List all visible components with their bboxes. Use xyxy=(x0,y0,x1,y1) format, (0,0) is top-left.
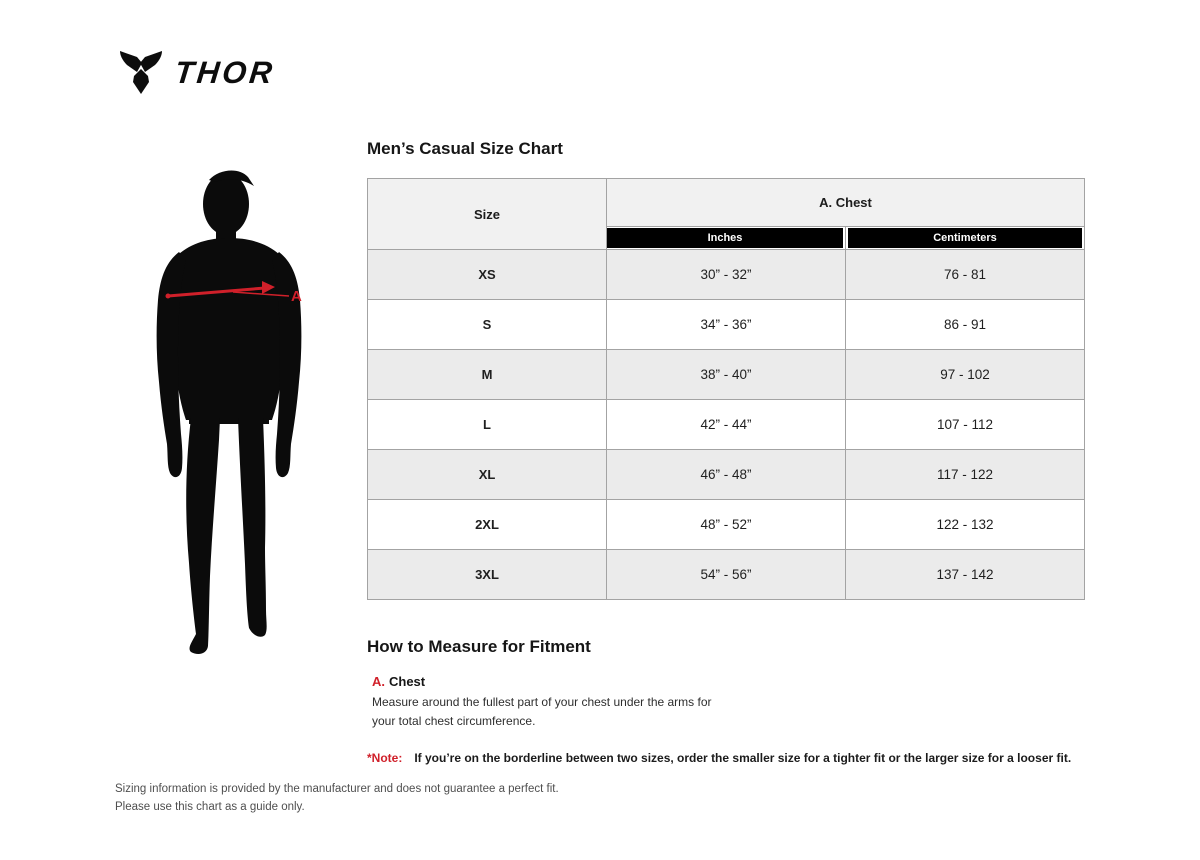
note-text: If you’re on the borderline between two sizes, order the smaller size for a tighter fit or the larger size for a looser fit. xyxy=(414,751,1072,765)
table-row xyxy=(368,300,1085,350)
table-row xyxy=(368,550,1085,600)
size-table-container xyxy=(367,178,1085,600)
table-row xyxy=(368,350,1085,400)
body-silhouette-shape xyxy=(157,171,302,654)
brand-logo xyxy=(117,50,275,94)
table-row xyxy=(368,500,1085,550)
centimeters-value: 117 - 122 xyxy=(846,450,1085,500)
measure-item-label xyxy=(372,674,726,689)
thor-horns-icon xyxy=(117,50,165,94)
measure-item-key: A. xyxy=(372,674,385,689)
note-label: *Note: xyxy=(367,751,403,765)
size-label: 3XL xyxy=(368,550,607,600)
footer-line: Please use this chart as a guide only. xyxy=(115,800,305,813)
size-table xyxy=(367,178,1085,600)
size-label: S xyxy=(368,300,607,350)
inches-value: 30” - 32” xyxy=(607,250,846,300)
inches-value: 48” - 52” xyxy=(607,500,846,550)
size-label: L xyxy=(368,400,607,450)
centimeters-value: 122 - 132 xyxy=(846,500,1085,550)
size-label: XL xyxy=(368,450,607,500)
footer-disclaimer xyxy=(115,781,559,817)
measure-item-name: Chest xyxy=(389,674,426,689)
table-row xyxy=(368,400,1085,450)
inches-value: 38” - 40” xyxy=(607,350,846,400)
how-to-measure-heading: How to Measure for Fitment xyxy=(367,637,591,656)
sizing-note xyxy=(367,751,1071,765)
chest-marker-label: A xyxy=(291,288,302,305)
table-row xyxy=(368,250,1085,300)
table-row xyxy=(368,450,1085,500)
unit-bar-centimeters: Centimeters xyxy=(848,228,1082,248)
measure-item-chest xyxy=(372,674,726,730)
inches-value: 34” - 36” xyxy=(607,300,846,350)
male-figure-silhouette xyxy=(153,168,305,660)
centimeters-value: 76 - 81 xyxy=(846,250,1085,300)
unit-bar-inches: Inches xyxy=(607,228,843,248)
centimeters-value: 137 - 142 xyxy=(846,550,1085,600)
size-label: M xyxy=(368,350,607,400)
size-chart-title: Men’s Casual Size Chart xyxy=(367,139,563,158)
measure-item-description: Measure around the fullest part of your chest under the arms for your total chest circumference. xyxy=(372,695,712,728)
brand-wordmark: THOR xyxy=(173,54,277,90)
centimeters-value: 107 - 112 xyxy=(846,400,1085,450)
inches-value: 54” - 56” xyxy=(607,550,846,600)
centimeters-value: 97 - 102 xyxy=(846,350,1085,400)
size-column-header: Size xyxy=(368,179,607,250)
inches-value: 42” - 44” xyxy=(607,400,846,450)
size-label: XS xyxy=(368,250,607,300)
inches-value: 46” - 48” xyxy=(607,450,846,500)
centimeters-value: 86 - 91 xyxy=(846,300,1085,350)
size-label: 2XL xyxy=(368,500,607,550)
chest-group-header: A. Chest xyxy=(607,179,1085,227)
footer-line: Sizing information is provided by the manufacturer and does not guarantee a perfect fit. xyxy=(115,783,559,795)
